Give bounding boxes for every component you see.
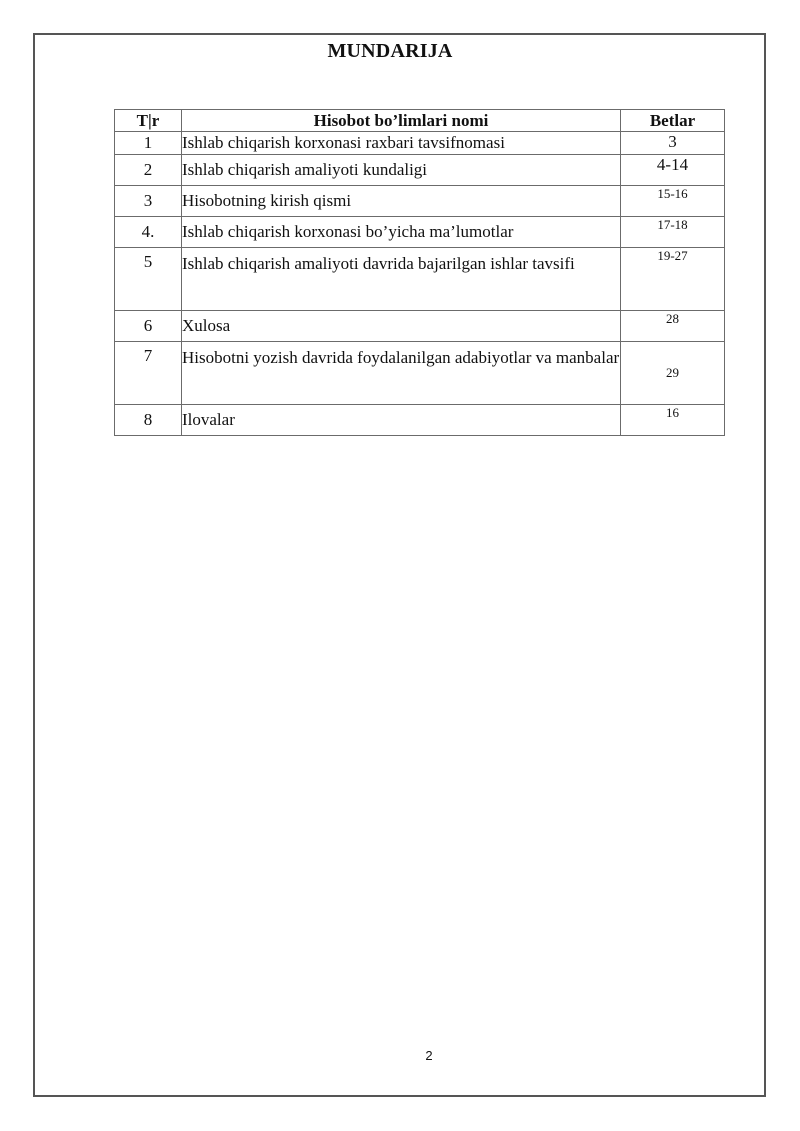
table-row: [115, 186, 725, 217]
table-header-row: [115, 110, 725, 132]
header-name: Hisobot bo’limlari nomi: [182, 110, 621, 132]
table-row: [115, 311, 725, 342]
header-number: T|r: [115, 110, 182, 132]
page-number: 2: [425, 1048, 433, 1063]
row-name: Ishlab chiqarish korxonasi bo’yicha ma’lumotlar: [182, 217, 621, 248]
row-name: Ilovalar: [182, 405, 621, 436]
page-title: MUNDARIJA: [327, 40, 453, 62]
table-row: [115, 217, 725, 248]
table-row: [115, 405, 725, 436]
table-row: [115, 342, 725, 405]
row-pages: 3: [621, 132, 725, 155]
row-name: Ishlab chiqarish amaliyoti kundaligi: [182, 155, 621, 186]
row-pages: 15-16: [621, 186, 725, 217]
row-number: 8: [115, 405, 182, 436]
row-pages: 29: [621, 342, 725, 405]
table-row: [115, 155, 725, 186]
contents-table: [114, 109, 725, 436]
row-number: 3: [115, 186, 182, 217]
table-row: [115, 248, 725, 311]
row-pages: 17-18: [621, 217, 725, 248]
row-pages: 19-27: [621, 248, 725, 311]
row-pages: 16: [621, 405, 725, 436]
row-name: Ishlab chiqarish korxonasi raxbari tavsifnomasi: [182, 132, 621, 155]
row-number: 2: [115, 155, 182, 186]
row-number: 1: [115, 132, 182, 155]
header-pages: Betlar: [621, 110, 725, 132]
row-number: 6: [115, 311, 182, 342]
row-name: Ishlab chiqarish amaliyoti davrida bajarilgan ishlar tavsifi: [182, 248, 621, 311]
row-pages: 4-14: [621, 155, 725, 186]
row-name: Hisobotning kirish qismi: [182, 186, 621, 217]
row-number: 7: [115, 342, 182, 405]
table-row: [115, 132, 725, 155]
row-number: 5: [115, 248, 182, 311]
row-name: Hisobotni yozish davrida foydalanilgan adabiyotlar va manbalar: [182, 342, 621, 405]
row-name: Xulosa: [182, 311, 621, 342]
row-pages: 28: [621, 311, 725, 342]
row-number: 4.: [115, 217, 182, 248]
